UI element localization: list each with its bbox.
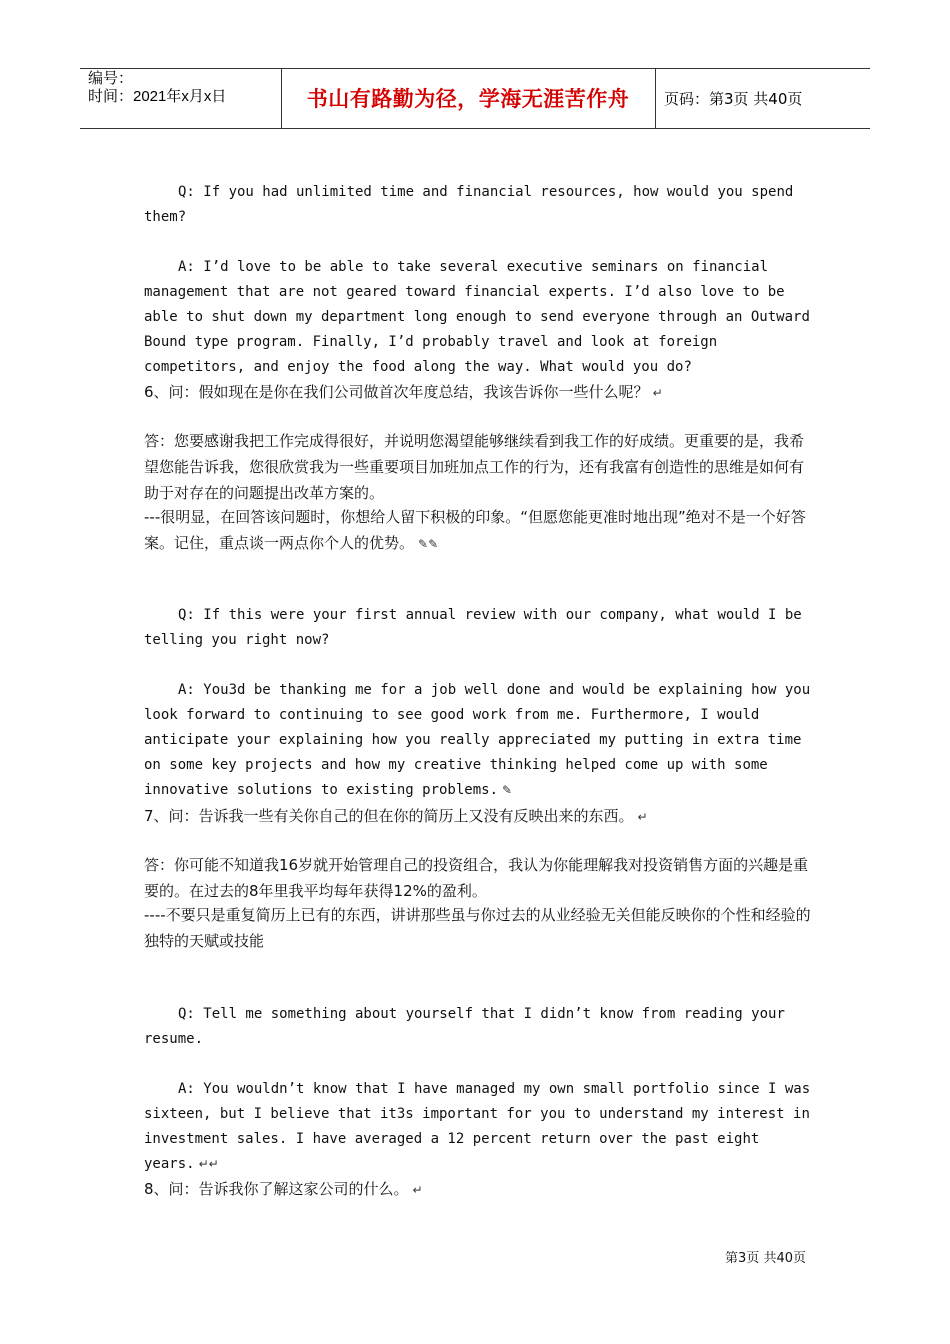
answer-6-chinese [144,428,816,506]
document-number-label: 编号： [88,70,134,87]
header-page-label: 页码：第3页 共40页 [664,90,803,108]
document-date-label: 时间：2021年x月x日 [88,88,227,105]
question-5-english [144,155,816,230]
question-8-chinese-text: 8、问：告诉我你了解这家公司的什么。 [144,1180,409,1198]
header-divider-right [655,68,656,128]
answer-6-english-text: A: You3d be thanking me for a job well done and would be explaining how you look forward to continuing to see good work from me. Furthermore, I would anticipate your explaining how you really appreciated my putting in extra time on some key projects and how my creative thinking helped come up with some innovative solutions to existing problems. [144,682,811,798]
tip-7-chinese [144,902,816,954]
decorative-mark-icon: ✎✎ [418,537,439,551]
tip-6-chinese [144,504,816,557]
header-bottom-rule [80,128,870,129]
paragraph-mark-icon: ↵ [652,386,663,400]
answer-7-chinese-text: 答：你可能不知道我16岁就开始管理自己的投资组合，我认为你能理解我对投资销售方面的兴趣是重要的。在过去的8年里我平均每年获得12%的盈利。 [144,856,809,900]
answer-7-english-text: A: You wouldn’t know that I have managed my own small portfolio since I was sixteen, but I believe that it3s important for you to understand my interest in investment sales. I have averaged a 12 percent return over the past eight years. [144,1081,811,1172]
paragraph-mark-icon: ↵ [637,810,648,824]
question-7-english [144,977,816,1052]
question-6-chinese [144,379,816,406]
paragraph-mark-icon: ↵↵ [198,1157,219,1171]
header-meta [88,70,226,106]
question-6-english-text: Q: If this were your first annual review with our company, what would I be telling you right now? [144,607,802,648]
answer-6-english [144,653,816,803]
answer-7-english [144,1052,816,1177]
footer-page-number: 第3页 共40页 [725,1251,806,1266]
question-8-chinese [144,1176,816,1203]
answer-7-chinese [144,852,816,904]
tip-7-chinese-text: ----不要只是重复简历上已有的东西，讲讲那些虽与你过去的从业经验无关但能反映你的个性和经验的独特的天赋或技能 [144,906,811,950]
question-6-chinese-text: 6、问：假如现在是你在我们公司做首次年度总结，我该告诉你一些什么呢？ [144,383,649,401]
answer-5-english-text: A: I’d love to be able to take several executive seminars on financial management that are not geared toward financial experts. I’d also love to be able to shut down my department long enough to send everyone through an Outward Bound type program. Finally, I’d probably travel and look at foreign competitors, and enjoy the food along the way. What would you do? [144,259,810,375]
answer-6-chinese-text: 答：您要感谢我把工作完成得很好，并说明您渴望能够继续看到我工作的好成绩。更重要的是，我希望您能告诉我，您很欣赏我为一些重要项目加班加点工作的行为，还有我富有创造性的思维是如何有助于对存在的问题提出改革方案的。 [144,432,805,502]
answer-5-english [144,230,816,380]
header-motto: 书山有路勤为径，学海无涯苦作舟 [306,87,630,111]
tip-6-chinese-text: ---很明显，在回答该问题时，你想给人留下积极的印象。“但愿您能更准时地出现”绝对不是一个好答案。记住，重点谈一两点你个人的优势。 [144,508,806,552]
question-7-english-text: Q: Tell me something about yourself that I didn’t know from reading your resume. [144,1006,785,1047]
decorative-mark-icon: ✎ [502,783,513,797]
question-7-chinese-text: 7、问：告诉我一些有关你自己的但在你的简历上又没有反映出来的东西。 [144,807,634,825]
question-7-chinese [144,803,816,830]
paragraph-mark-icon: ↵ [412,1183,423,1197]
question-6-english [144,578,816,653]
question-5-english-text: Q: If you had unlimited time and financial resources, how would you spend them? [144,184,794,225]
